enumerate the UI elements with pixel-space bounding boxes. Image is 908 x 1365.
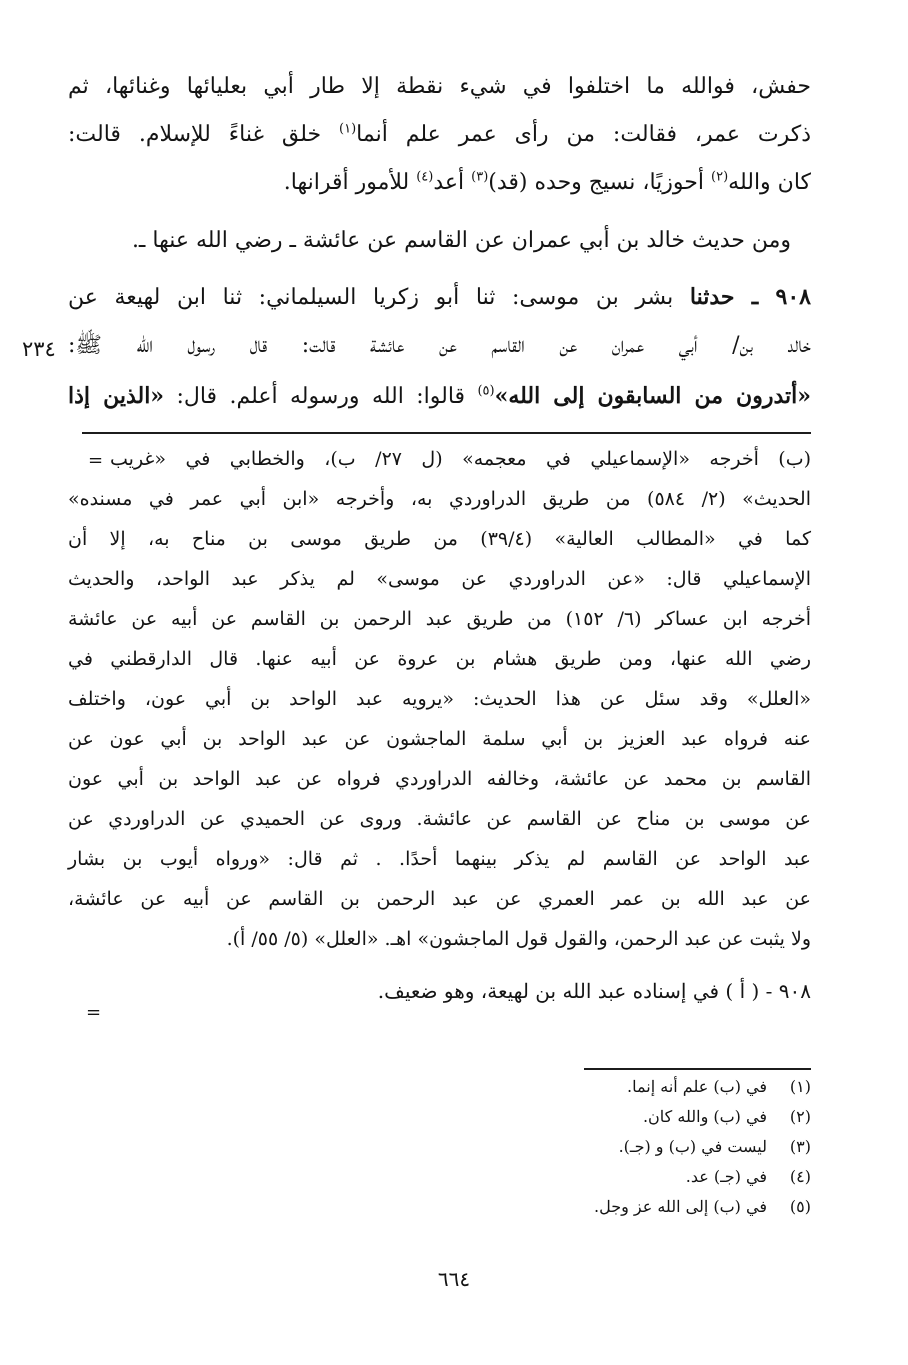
- body-text: ذكرت عمر، فقالت: من رأى عمر علم أنما: [356, 122, 812, 147]
- footnote-item: [686, 1166, 811, 1188]
- footnote-text: ليست في (ب) و (جـ).: [618, 1137, 767, 1156]
- body-text: خلق غناءً للإسلام. قالت:: [68, 122, 322, 147]
- separator-rule: [82, 432, 811, 434]
- commentary-line: عن عبد الله بن عمر العمري عن عبد الرحمن بن القاسم عن أبيه عن عائشة،: [68, 888, 811, 910]
- footnote-number: (٥): [789, 1197, 811, 1216]
- footnote-number: (٣): [789, 1137, 811, 1156]
- footnote-text: في (ب) علم أنه إنما.: [627, 1077, 767, 1096]
- hadith-quote: «أتدرون من السابقون إلى الله»: [494, 383, 811, 409]
- hadith-quote: «الذين إذا: [68, 383, 165, 409]
- commentary-line: رضي الله عنها، ومن طريق هشام بن عروة عن أبيه عنها. قال الدارقطني في: [68, 648, 811, 670]
- footnote-text: في (جـ) عد.: [685, 1167, 767, 1186]
- continuation-mark: =: [88, 450, 104, 471]
- footnote-number: (٤): [789, 1167, 811, 1186]
- footnote-item: [627, 1076, 811, 1098]
- hadith-line-2: خالد بن/ أبي عمران عن القاسم عن عائشة قالت: قال رسول الله ﷺ:: [68, 333, 811, 358]
- body-text: بشر بن موسى: ثنا أبو زكريا السيلماني: ثنا ابن لهيعة عن: [68, 285, 674, 310]
- footnote-number: (٢): [789, 1107, 811, 1126]
- commentary-line: الإسماعيلي قال: «عن الدراوردي عن موسى» لم يذكر عبد الواحد، والحديث: [68, 568, 811, 590]
- hadith-line-1: [68, 282, 811, 313]
- footnote-rule: [584, 1068, 811, 1070]
- page-number: ٦٦٤: [437, 1267, 471, 1291]
- commentary-line: «العلل» وقد سئل عن هذا الحديث: «يرويه عبد الواحد بن أبي عون، واختلف: [68, 688, 811, 710]
- body-text: كان والله: [728, 170, 811, 195]
- footnote-marker: (٤): [416, 169, 434, 185]
- commentary-line: (ب) أخرجه «الإسماعيلي في معجمه» (ل ٢٧/ ب)، والخطابي في «غريب: [110, 448, 812, 470]
- footnote-marker: (٢): [711, 169, 729, 185]
- footnote-marker: (٣): [471, 169, 489, 185]
- margin-folio-number: ٢٣٤: [22, 337, 56, 361]
- commentary-line: عبد الواحد عن القاسم لم يذكر بينهما أحدًا. . ثم قال: «ورواه أيوب بن بشار: [68, 848, 811, 870]
- hadith-line-3: [68, 381, 811, 412]
- commentary-line: أخرجه ابن عساكر (٦/ ١٥٢) من طريق عبد الرحمن بن القاسم عن أبيه عن عائشة: [68, 608, 812, 630]
- footnote-text: في (ب) إلى الله عز وجل.: [593, 1197, 767, 1216]
- intro-line: ومن حديث خالد بن أبي عمران عن القاسم عن عائشة ـ رضي الله عنها ـ.: [131, 228, 791, 253]
- footnote-item: [643, 1106, 811, 1128]
- body-line-1: حفش، فوالله ما اختلفوا في شيء نقطة إلا طار أبي بعليائها وغنائها، ثم: [68, 74, 811, 99]
- footnote-item: [619, 1136, 811, 1158]
- commentary-line: عن موسى بن مناح عن القاسم عن عائشة. وروى عن الحميدي عن الدراوردي عن: [68, 808, 811, 830]
- body-text: أعد: [433, 170, 465, 195]
- footnote-marker: (٥): [477, 383, 495, 399]
- commentary-line: عنه فرواه عبد العزيز بن أبي سلمة الماجشون عن عبد الواحد بن أبي عون عن: [68, 728, 811, 750]
- commentary-line: القاسم بن محمد عن عائشة، وخالفه الدراوردي فرواه عن عبد الواحد بن أبي عون: [68, 768, 811, 790]
- body-text: للأمور أقرانها.: [283, 170, 410, 195]
- commentary-line: ولا يثبت عن عبد الرحمن، والقول قول الماجشون» اهـ. «العلل» (٥/ ٥٥/ أ).: [226, 928, 811, 950]
- footnote-number: (١): [789, 1077, 811, 1096]
- footnote-item: [594, 1196, 811, 1218]
- footnote-marker: (١): [339, 121, 357, 137]
- footnote-text: في (ب) والله كان.: [642, 1107, 767, 1126]
- continuation-mark: =: [86, 1002, 102, 1023]
- body-line-3: [68, 168, 811, 198]
- commentary-line-a: ٩٠٨ - ( أ ) في إسناده عبد الله بن لهيعة، وهو ضعيف.: [377, 979, 811, 1003]
- body-text: أحوزيًا، نسيج وحده (قد): [488, 170, 705, 195]
- body-text: قالوا: الله ورسوله أعلم. قال:: [176, 384, 466, 409]
- commentary-line: كما في «المطالب العالية» (٣٩/٤) من طريق موسى بن مناح به، إلا أن: [68, 528, 812, 550]
- body-line-2: [68, 120, 811, 150]
- commentary-line: الحديث» (٢/ ٥٨٤) من طريق الدراوردي به، وأخرجه «ابن أبي عمر في مسنده»: [68, 488, 811, 510]
- hadith-number: ٩٠٨ ـ حدثنا: [689, 284, 811, 310]
